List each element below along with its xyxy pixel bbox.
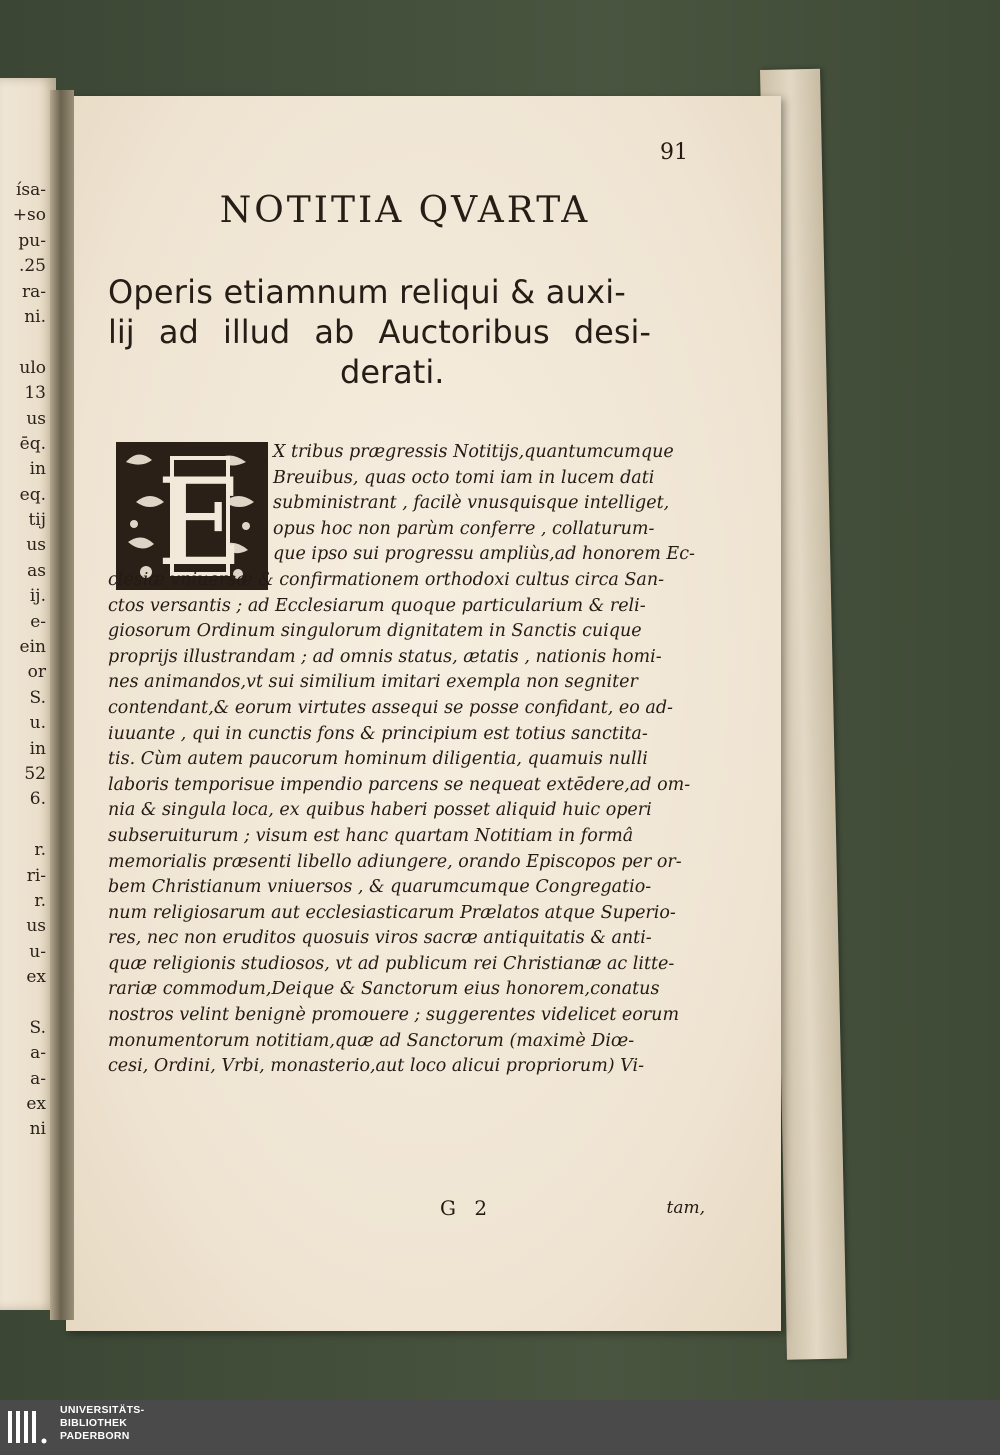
previous-page-fragment: ēq. bbox=[19, 433, 46, 454]
body-text-line: nes animandos,vt sui similium imitari exempla non segniter bbox=[108, 672, 638, 693]
previous-page-fragment: +so bbox=[12, 205, 46, 226]
previous-page-fragment bbox=[0, 330, 46, 355]
previous-page-fragment: ex bbox=[26, 1094, 46, 1115]
subtitle-line: Operis etiamnum reliqui & auxi- bbox=[108, 273, 627, 311]
previous-page-fragment: in bbox=[29, 738, 46, 759]
body-text-line: opus hoc non parùm conferre , collaturum- bbox=[273, 518, 655, 539]
previous-page-text-fragments bbox=[0, 178, 46, 1143]
previous-page-fragment: as bbox=[27, 560, 46, 581]
body-text-line: res, nec non eruditos quosuis viros sacræ antiquitatis & anti- bbox=[108, 928, 652, 949]
previous-page-fragment bbox=[0, 991, 46, 1016]
previous-page-fragment: 52 bbox=[24, 763, 46, 784]
body-text-line: tis. Cùm autem paucorum hominum diligentia, quamuis nulli bbox=[108, 749, 648, 770]
previous-page-fragment: 13 bbox=[24, 383, 46, 404]
previous-page-fragment: r. bbox=[34, 840, 46, 861]
body-text-line: subseruiturum ; visum est hanc quartam Notitiam in formâ bbox=[108, 825, 634, 846]
previous-page-fragment: ulo bbox=[19, 357, 46, 378]
page-footer bbox=[108, 1196, 713, 1226]
body-text-line: giosorum Ordinum singulorum dignitatem in Sanctis cuique bbox=[108, 621, 642, 642]
library-logo-icon bbox=[8, 1407, 52, 1447]
previous-page-fragment: ísa- bbox=[15, 180, 46, 200]
body-text-line: subministrant , facilè vnusquisque intelliget, bbox=[273, 493, 670, 514]
previous-page-fragment: ra- bbox=[21, 281, 46, 302]
catchword: tam, bbox=[666, 1198, 705, 1218]
previous-page-fragment: ni. bbox=[24, 306, 46, 327]
body-text-line: nostros velint benignè promouere ; suggerentes videlicet eorum bbox=[108, 1005, 680, 1026]
library-footer-bar bbox=[0, 1400, 1000, 1455]
body-text-line: nia & singula loca, ex quibus haberi posset aliquid huic operi bbox=[108, 800, 652, 821]
previous-page-fragment: ein bbox=[19, 637, 46, 658]
previous-page-fragment: a- bbox=[30, 1068, 46, 1089]
subtitle bbox=[108, 272, 698, 392]
body-text-line: iuuante , qui in cunctis fons & principium est totius sanctita- bbox=[108, 723, 648, 744]
body-text-line: laboris temporisue impendio parcens se nequeat extēdere,ad om- bbox=[108, 774, 691, 795]
previous-page-fragment: r. bbox=[34, 890, 46, 911]
previous-page-fragment: tij bbox=[28, 510, 46, 531]
library-logo-text bbox=[60, 1404, 144, 1443]
body-text-line: proprijs illustrandam ; ad omnis status, ætatis , nationis homi- bbox=[108, 646, 662, 667]
previous-page-fragment: ex bbox=[26, 967, 46, 988]
body-text-line: cesi, Ordini, Vrbi, monasterio,aut loco alicui propriorum) Vi- bbox=[108, 1056, 645, 1077]
body-text-line: X tribus prægressis Notitijs,quantumcumque bbox=[273, 442, 674, 462]
body-text-line: num religiosarum aut ecclesiasticarum Prælatos atque Superio- bbox=[108, 902, 676, 923]
previous-page-fragment: u- bbox=[29, 941, 46, 962]
body-text-line: contendant,& eorum virtutes assequi se posse confidant, eo ad- bbox=[108, 697, 673, 718]
signature-mark: G 2 bbox=[440, 1196, 494, 1220]
previous-page-fragment: e- bbox=[30, 611, 46, 632]
previous-page-fragment: or bbox=[27, 662, 46, 683]
drop-cap-letter: E bbox=[156, 454, 244, 590]
body-text-line: quæ religionis studiosos, vt ad publicum rei Christianæ ac litte- bbox=[108, 953, 675, 974]
subtitle-line: derati. bbox=[340, 353, 445, 391]
body-text-line: que ipso sui progressu ampliùs,ad honorem Ec- bbox=[273, 544, 695, 565]
previous-page-fragment: us bbox=[26, 535, 46, 556]
previous-page-fragment: us bbox=[26, 916, 46, 937]
previous-page-fragment: ij. bbox=[29, 586, 46, 607]
body-text bbox=[108, 440, 713, 1080]
previous-page-fragment: S. bbox=[29, 1017, 46, 1038]
previous-page-fragment: us bbox=[26, 408, 46, 429]
previous-page-fragment: .25 bbox=[18, 256, 46, 277]
previous-page-fragment: in bbox=[29, 459, 46, 480]
body-text-line: bem Christianum vniuersos , & quarumcumque Congregatio- bbox=[108, 877, 652, 898]
previous-page-fragment: u. bbox=[29, 713, 46, 734]
previous-page-edge bbox=[0, 78, 56, 1310]
library-name-line: PADERBORN bbox=[60, 1430, 130, 1442]
previous-page-fragment: 6. bbox=[29, 789, 46, 810]
body-text-line: Breuibus, quas octo tomi iam in lucem dati bbox=[273, 467, 655, 488]
body-text-line: rariæ commodum,Deique & Sanctorum eius honorem,conatus bbox=[108, 979, 660, 1000]
previous-page-fragment: S. bbox=[29, 687, 46, 708]
body-text-line: monumentorum notitiam,quæ ad Sanctorum (maximè Diœ- bbox=[108, 1030, 635, 1051]
subtitle-line: lij ad illud ab Auctoribus desi- bbox=[108, 313, 651, 351]
body-text-line: clesiæ vniuersæ & confirmationem orthodoxi cultus circa San- bbox=[108, 569, 665, 590]
previous-page-fragment bbox=[0, 813, 46, 838]
body-text-line: ctos versantis ; ad Ecclesiarum quoque particularium & reli- bbox=[108, 595, 646, 616]
previous-page-fragment: eq. bbox=[19, 484, 46, 505]
book-gutter bbox=[50, 90, 74, 1320]
body-text-line: memorialis præsenti libello adiungere, orando Episcopos per or- bbox=[108, 851, 682, 872]
previous-page-fragment: ni bbox=[29, 1119, 46, 1140]
previous-page-fragment: ri- bbox=[26, 865, 46, 886]
page-number: 91 bbox=[660, 140, 688, 165]
previous-page-fragment: a- bbox=[30, 1043, 46, 1064]
library-name-line: UNIVERSITÄTS- bbox=[60, 1404, 145, 1416]
page-title: NOTITIA QVARTA bbox=[219, 190, 591, 231]
previous-page-fragment: pu- bbox=[18, 230, 46, 251]
library-name-line: BIBLIOTHEK bbox=[60, 1417, 128, 1429]
